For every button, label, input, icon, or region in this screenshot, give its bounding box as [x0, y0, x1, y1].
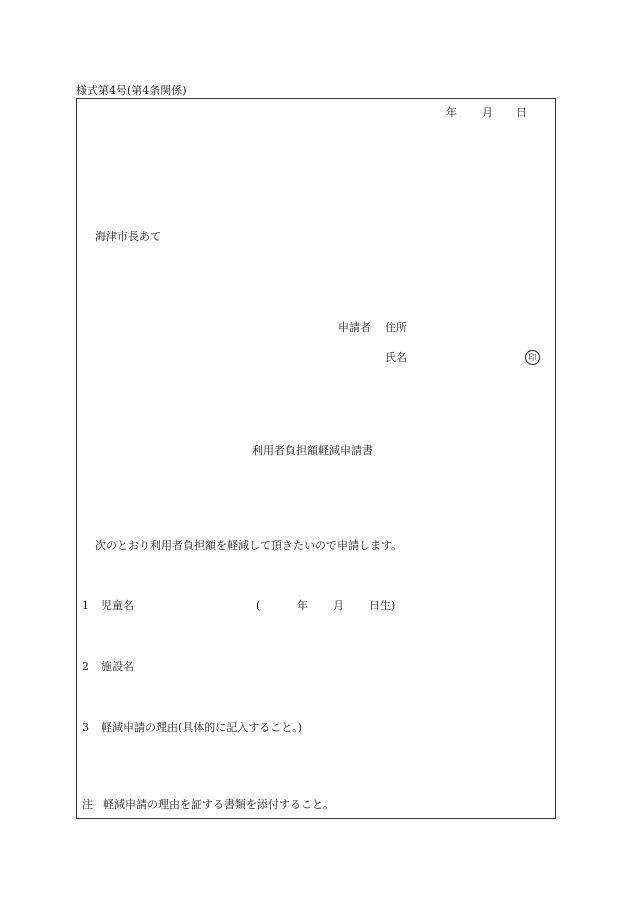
name-label: 氏名	[385, 351, 407, 364]
date-day-label: 日	[516, 106, 527, 119]
note-text: 軽減申請の理由を証する書類を添付すること。	[103, 798, 334, 811]
reason-label: 軽減申請の理由(具体的に記入すること。)	[101, 721, 303, 734]
item-2-number: 2	[82, 660, 89, 673]
birth-month-label: 月	[333, 599, 344, 612]
birth-year-label: 年	[297, 599, 308, 612]
addressee: 海津市長あて	[95, 230, 161, 243]
form-number: 様式第4号(第4条関係)	[76, 84, 187, 97]
facility-name-label: 施設名	[101, 660, 134, 673]
birth-date-open-paren: (	[256, 599, 261, 612]
seal-mark: 印	[525, 350, 540, 365]
item-3-number: 3	[82, 721, 89, 734]
document-title: 利用者負担額軽減申請書	[252, 444, 373, 457]
applicant-label: 申請者	[338, 321, 371, 334]
date-month-label: 月	[482, 106, 493, 119]
note-mark: 注	[82, 798, 93, 811]
birth-day-label: 日生)	[369, 599, 396, 612]
item-1-number: 1	[82, 599, 89, 612]
intro-text: 次のとおり利用者負担額を軽減して頂きたいので申請します。	[95, 539, 403, 552]
child-name-label: 児童名	[101, 599, 134, 612]
application-form	[76, 98, 556, 819]
date-year-label: 年	[446, 106, 457, 119]
address-label: 住所	[385, 321, 407, 334]
